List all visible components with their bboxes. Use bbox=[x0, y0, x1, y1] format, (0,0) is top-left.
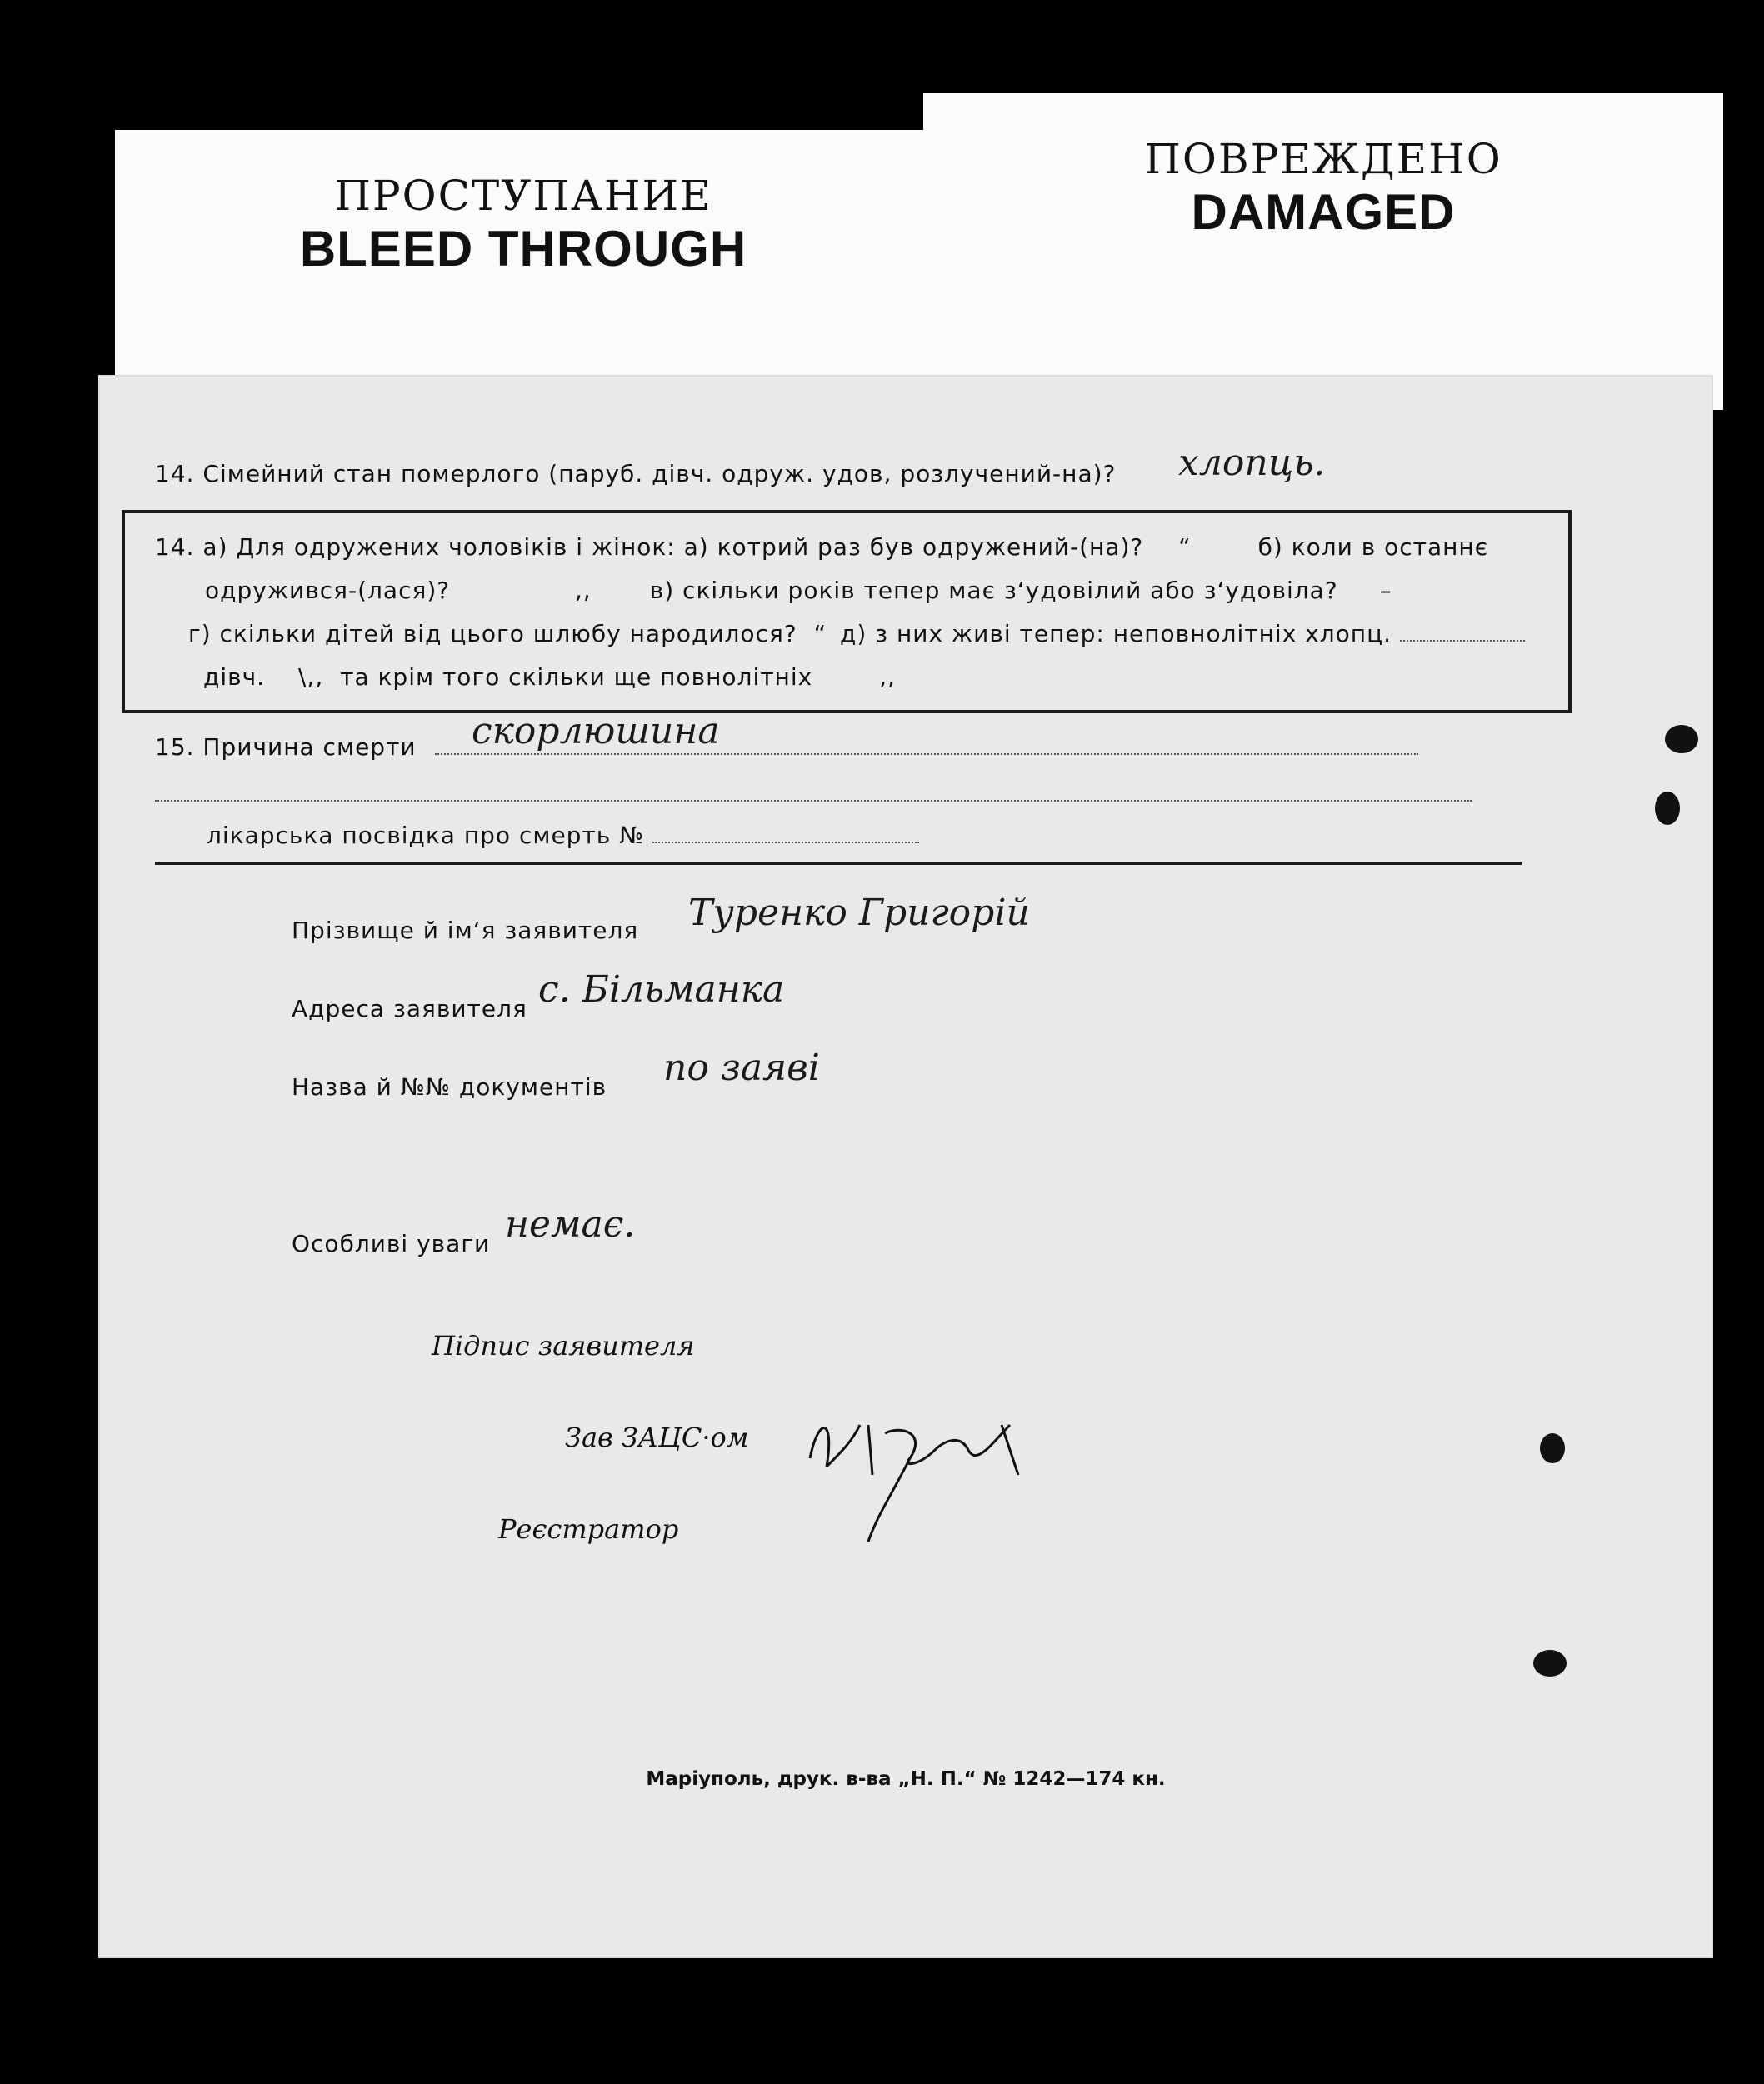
bleed-through-card bbox=[115, 130, 932, 380]
damage-blot bbox=[1655, 792, 1680, 825]
applicant-name-label: Прізвище й ім‘я заявителя bbox=[292, 917, 639, 944]
q14a-line4-mark2: ,, bbox=[879, 663, 896, 691]
q14-answer: хлопць. bbox=[1178, 442, 1326, 484]
q14a-line1b-text: б) коли в останнє bbox=[1257, 533, 1489, 561]
q14a-line3-text: г) скільки дітей від цього шлюбу народилося? bbox=[188, 620, 797, 647]
q14-marital-row bbox=[155, 460, 1116, 487]
q14a-line1-mark: “ bbox=[1178, 533, 1192, 561]
applicant-name-value: Туренко Григорій bbox=[688, 892, 1030, 934]
documents-row bbox=[292, 1073, 607, 1101]
notes-row bbox=[292, 1230, 490, 1257]
q14a-line4-text: дівч. bbox=[203, 663, 266, 691]
q15-blank bbox=[435, 753, 1418, 755]
damage-blot bbox=[1540, 1433, 1565, 1463]
damage-blot bbox=[1665, 725, 1698, 753]
damage-blot bbox=[1533, 1650, 1567, 1677]
applicant-address-row bbox=[292, 995, 527, 1022]
q14a-line4-mark: \,, bbox=[298, 663, 324, 691]
applicant-address-value: с. Бiльманка bbox=[538, 968, 785, 1011]
q14a-line3b-text: д) з них живі тепер: неповнолітніх хлопц. bbox=[839, 620, 1392, 647]
q14-label: 14. Сімейний стан померлого (паруб. дівч. одруж. удов, розлучений-на)? bbox=[155, 460, 1117, 487]
q14a-line3-mark: “ bbox=[813, 620, 827, 647]
documents-value: по заяві bbox=[663, 1047, 820, 1089]
q14a-line4 bbox=[203, 663, 896, 691]
q15-blank-2 bbox=[155, 800, 1472, 802]
q14a-line3 bbox=[188, 620, 1525, 647]
applicant-name-row bbox=[292, 917, 638, 944]
section-divider bbox=[155, 862, 1522, 865]
applicant-address-label: Адреса заявителя bbox=[292, 995, 527, 1022]
q14a-line2b-text: в) скільки років тепер має з‘удовілий або з‘удовіла? bbox=[649, 577, 1338, 604]
registrar-label: Реєстратор bbox=[498, 1513, 679, 1545]
printer-imprint: Маріуполь, друк. в-ва „Н. П.“ № 1242—174 кн. bbox=[646, 1768, 1166, 1790]
card-label-en: DAMAGED bbox=[1191, 184, 1456, 240]
head-signature bbox=[793, 1400, 1043, 1550]
q14a-line2 bbox=[205, 577, 1392, 604]
notes-label: Особливі уваги bbox=[292, 1230, 491, 1257]
applicant-signature-label: Підпис заявителя bbox=[432, 1330, 695, 1362]
q15-label: 15. Причина смерти bbox=[155, 733, 417, 761]
card-label-en: BLEED THROUGH bbox=[299, 221, 747, 277]
card-label-ru: ПОВРЕЖДЕНО bbox=[1144, 135, 1502, 183]
q14a-line4b-text: та крім того скільки ще повнолітніх bbox=[340, 663, 813, 691]
q14a-line2-text: одружився-(лася)? bbox=[205, 577, 451, 604]
damaged-card bbox=[923, 93, 1723, 410]
notes-value: немає. bbox=[505, 1203, 636, 1246]
death-certificate-row bbox=[207, 822, 919, 849]
q15-extra-line bbox=[155, 780, 1472, 807]
q14a-line1 bbox=[155, 533, 1488, 561]
q15-row bbox=[155, 733, 1418, 761]
q14a-line1-text: 14. а) Для одружених чоловіків і жінок: а) котрий раз був одружений-(на)? bbox=[155, 533, 1144, 561]
death-record-sheet bbox=[98, 375, 1713, 1958]
head-zags-label: Зав ЗАЦС·ом bbox=[565, 1422, 749, 1453]
q14a-line2-mark: ,, bbox=[575, 577, 592, 604]
q15-answer: скорлюшина bbox=[472, 710, 720, 752]
death-certificate-blank bbox=[652, 842, 919, 843]
q14a-line3-blank bbox=[1400, 640, 1525, 642]
documents-label: Назва й №№ документів bbox=[292, 1073, 607, 1101]
q14a-line2-mark2: – bbox=[1379, 577, 1392, 604]
card-label-ru: ПРОСТУПАНИЕ bbox=[334, 172, 712, 220]
death-certificate-label: лікарська посвідка про смерть № bbox=[207, 822, 645, 849]
